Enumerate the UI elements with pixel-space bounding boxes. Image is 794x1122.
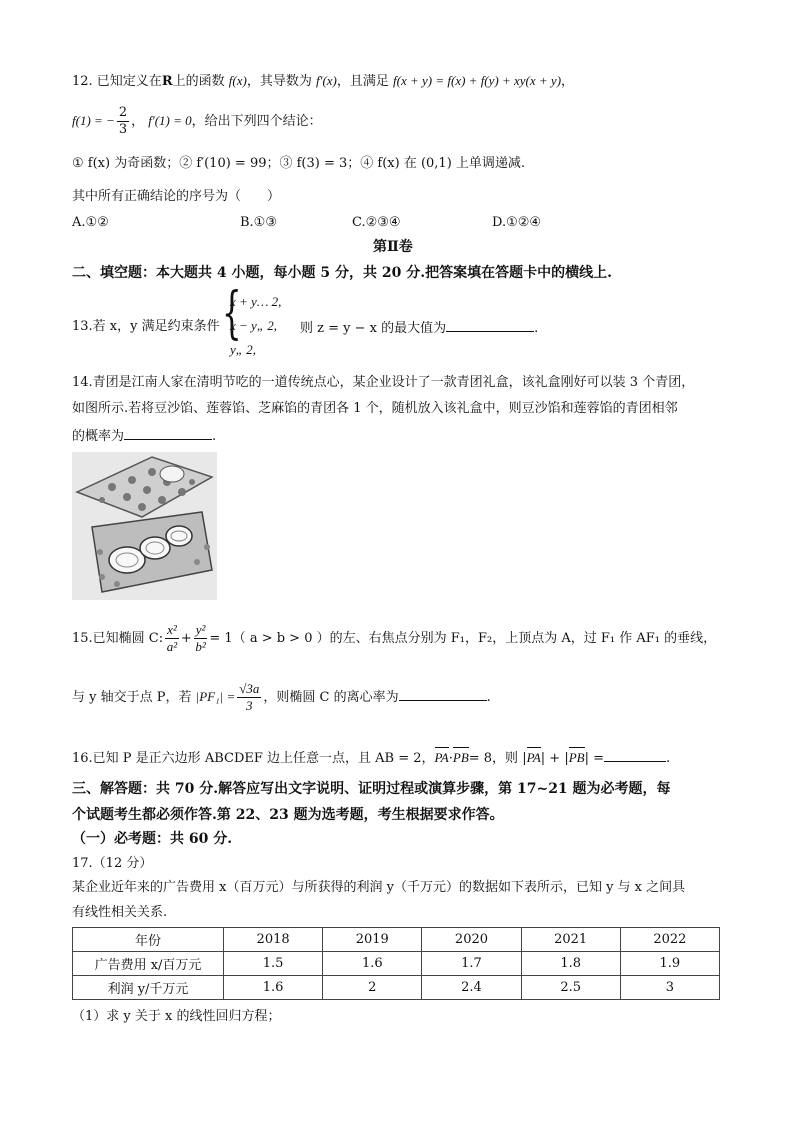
vector-pa: PA — [526, 750, 541, 765]
q15-line1 — [72, 622, 716, 656]
table-cell: 利润 y/千万元 — [73, 976, 224, 1000]
frac-den: b² — [195, 639, 206, 654]
q12-functional-equation: f(x + y) = f(x) + f(y) + xy(x + y) — [393, 73, 562, 88]
fraction-x2-a2 — [165, 622, 179, 655]
table-cell: 2020 — [422, 928, 521, 952]
q12-fp1: f′(1) = 0 — [148, 113, 192, 128]
vector-pb: PB — [568, 750, 585, 765]
table-row — [73, 928, 720, 952]
q12-text: 上的函数 — [172, 74, 225, 89]
table-cell: 1.8 — [521, 952, 620, 976]
q12-option-b: B.①③ — [240, 215, 277, 230]
table-cell: 1.9 — [620, 952, 719, 976]
q12-text: 12. 已知定义在 — [72, 74, 162, 89]
set-R: R — [161, 74, 173, 89]
q12-question: 其中所有正确结论的序号为（ ） — [72, 189, 281, 204]
frac-den: 3 — [118, 122, 128, 137]
vector-pa: PA — [434, 750, 449, 765]
gift-box-image — [72, 452, 217, 600]
table-cell: 2022 — [620, 928, 719, 952]
q14-text: 的概率为 — [72, 429, 125, 444]
section-fill-in-blank: 二、填空题：本大题共 4 小题，每小题 5 分，共 20 分.把答案填在答题卡中的横线上. — [72, 265, 612, 281]
frac-num: 2 — [118, 105, 128, 120]
q12-option-a: A.①② — [72, 215, 109, 230]
q12-text: ，且满足 — [336, 74, 389, 89]
q16-text: 16.已知 P 是正六边形 ABCDEF 边上任意一点，且 AB = 2， — [72, 751, 435, 766]
table-cell: 2021 — [521, 928, 620, 952]
q17-subquestion-1: （1）求 y 关于 x 的线性回归方程； — [72, 1009, 281, 1024]
table-cell: 2.5 — [521, 976, 620, 1000]
q14-end: . — [212, 429, 217, 444]
dot-product: · — [448, 751, 453, 766]
left-brace: { — [222, 281, 242, 346]
constraint-3: y„ 2, — [230, 342, 256, 357]
fraction-two-thirds — [117, 105, 129, 138]
q13-text: 则 z = y − x 的最大值为 — [300, 321, 447, 336]
table-cell: 广告费用 x/百万元 — [73, 952, 224, 976]
q15-line2 — [72, 680, 491, 715]
gift-box-illustration — [72, 452, 217, 600]
table-row — [73, 952, 720, 976]
table-cell: 2019 — [323, 928, 422, 952]
data-table — [72, 927, 720, 1000]
q16-end: . — [666, 751, 671, 766]
part-title: 第Ⅱ卷 — [373, 239, 413, 255]
q12-line1 — [72, 72, 574, 91]
q12-text: ， — [131, 114, 145, 129]
q13-end: . — [534, 321, 539, 336]
q16-text: = 8，则 | — [468, 751, 527, 766]
constraint-2: x − y„ 2, — [230, 318, 278, 333]
table-cell: 2018 — [224, 928, 323, 952]
frac-num: x² — [167, 622, 177, 637]
q17-line1: 某企业近年来的广告费用 x（百万元）与所获得的利润 y（千万元）的数据如下表所示，已知 y 与 x 之间具 — [72, 880, 686, 895]
constraint-1: x + y… 2, — [230, 294, 282, 309]
q16 — [72, 748, 670, 768]
q13-suffix — [300, 318, 538, 338]
answer-blank — [446, 318, 534, 332]
q12-option-c: C.②③④ — [352, 215, 401, 230]
q15-text: 与 y 轴交于点 P，若 — [72, 690, 192, 705]
abs-pf1: |PF₁| = — [195, 689, 236, 704]
q14-line1: 14.青团是江南人家在清明节吃的一道传统点心，某企业设计了一款青团礼盒，该礼盒刚好可以装 3 个青团， — [72, 375, 695, 390]
table-cell: 3 — [620, 976, 719, 1000]
q15-text: = 1（ a > b > 0 ）的左、右焦点分别为 F₁，F₂，上顶点为 A，过 F₁ 作 AF₁ 的垂线， — [209, 631, 717, 646]
q12-text: ，其导数为 — [246, 74, 312, 89]
answer-blank — [399, 687, 487, 701]
frac-num: y² — [195, 622, 206, 637]
table-row — [73, 976, 720, 1000]
plus-sign: + — [180, 631, 192, 646]
q17-line2: 有线性相关关系. — [72, 905, 168, 920]
q15-end: . — [486, 690, 491, 705]
table-cell: 年份 — [73, 928, 224, 952]
q12-conclusions: ① f(x) 为奇函数；② f′(10) = 99；③ f(3) = 3；④ f(x) 在 (0,1) 上单调递减. — [72, 156, 526, 171]
section-answer-line1: 三、解答题：共 70 分.解答应写出文字说明、证明过程或演算步骤，第 17~21 题为必考题，每 — [72, 781, 671, 797]
q12-fpx: f′(x) — [315, 73, 337, 88]
q13-prefix: 13.若 x，y 满足约束条件 — [72, 319, 220, 334]
table-cell: 2 — [323, 976, 422, 1000]
fraction-y2-b2 — [194, 622, 208, 655]
q12-line2 — [72, 104, 322, 139]
q16-text: | + | — [540, 751, 569, 766]
section-required: （一）必考题：共 60 分. — [72, 831, 233, 847]
vector-pb: PB — [452, 750, 469, 765]
table-cell: 1.5 — [224, 952, 323, 976]
q12-text: ， — [561, 74, 575, 89]
q14-line3 — [72, 426, 216, 446]
answer-blank — [604, 748, 666, 762]
table-cell: 2.4 — [422, 976, 521, 1000]
frac-num: √3a — [239, 681, 260, 696]
q12-f1: f(1) = − — [72, 113, 115, 128]
table-cell: 1.6 — [323, 952, 422, 976]
q12-text: ，给出下列四个结论： — [191, 114, 322, 129]
q12-option-d: D.①②④ — [492, 215, 542, 230]
q15-text: 15.已知椭圆 C: — [72, 631, 164, 646]
q15-text: ，则椭圆 C 的离心率为 — [263, 690, 399, 705]
q17-title: 17.（12 分） — [72, 856, 153, 871]
q14-line2: 如图所示.若将豆沙馅、莲蓉馅、芝麻馅的青团各 1 个，随机放入该礼盒中，则豆沙馅和莲蓉馅的青团相邻 — [72, 401, 678, 416]
frac-den: 3 — [246, 698, 253, 713]
table-cell: 1.6 — [224, 976, 323, 1000]
section-answer-line2: 个试题考生都必须作答.第 22、23 题为选考题，考生根据要求作答。 — [72, 807, 504, 823]
q12-fx: f(x) — [228, 73, 247, 88]
frac-den: a² — [166, 639, 178, 654]
q16-text: | = — [584, 751, 605, 766]
fraction-root3a-3 — [237, 681, 261, 714]
answer-blank — [124, 426, 212, 440]
table-cell: 1.7 — [422, 952, 521, 976]
